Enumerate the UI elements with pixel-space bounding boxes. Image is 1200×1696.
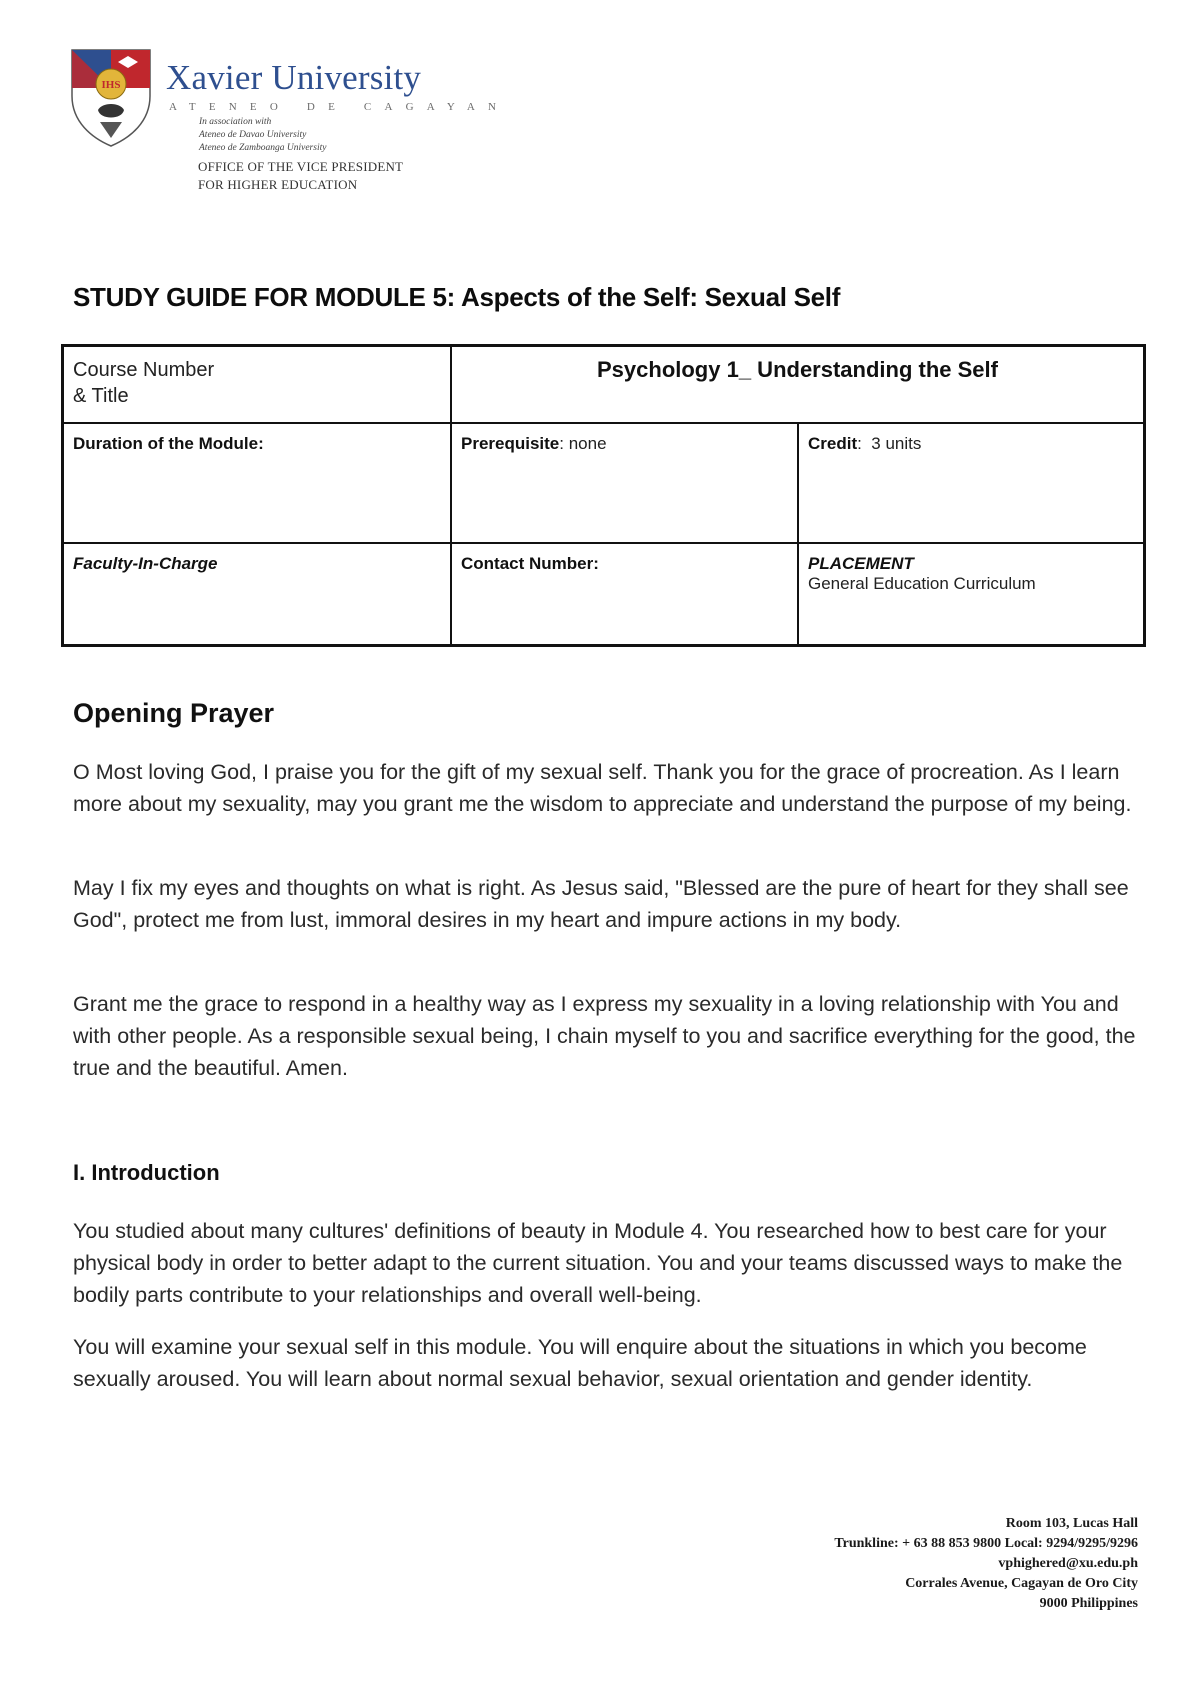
- crest-monogram: IHS: [101, 79, 121, 91]
- university-crest-icon: [70, 48, 152, 148]
- introduction-paragraph: You will examine your sexual self in this module. You will enquire about the situations in which you become sexually aroused. You will learn about normal sexual behavior, sexual orientation and gender identity.: [73, 1335, 1087, 1391]
- prerequisite-label: Prerequisite: [461, 434, 560, 453]
- table-row: [63, 423, 1145, 543]
- course-label-line: & Title: [73, 385, 129, 407]
- document-title: STUDY GUIDE FOR MODULE 5: Aspects of the Self: Sexual Self: [73, 282, 841, 312]
- placement-label: PLACEMENT: [808, 554, 914, 573]
- table-row: [63, 346, 1145, 424]
- footer-line: Room 103, Lucas Hall: [1005, 1516, 1138, 1531]
- university-subtitle: ATENEO DE CAGAYAN: [169, 101, 510, 113]
- prayer-paragraph: O Most loving God, I praise you for the gift of my sexual self. Thank you for the grace of procreation. As I learn more about my sexuality, may you grant me the wisdom to appreciate and understand the purpose of my being.: [73, 760, 1132, 816]
- introduction-paragraph: You studied about many cultures' definitions of beauty in Module 4. You researched how to best care for your physical body in order to better adapt to the current situation. You and your teams discussed ways to make the bodily parts contribute to your relationships and overall well-being.: [73, 1219, 1123, 1307]
- prerequisite-cell: [451, 423, 798, 543]
- credit-value: : 3 units: [857, 434, 922, 453]
- university-name: Xavier University: [166, 58, 422, 97]
- credit-cell: [798, 423, 1145, 543]
- prerequisite-value: : none: [559, 434, 607, 453]
- faculty-cell: [63, 543, 452, 646]
- association-line: Ateneo de Zamboanga University: [199, 143, 327, 153]
- footer-line: Trunkline: + 63 88 853 9800 Local: 9294/9295/9296: [834, 1536, 1138, 1551]
- introduction-heading: I. Introduction: [73, 1160, 220, 1185]
- course-label-line: Course Number: [73, 359, 215, 381]
- contact-cell: [451, 543, 798, 646]
- footer-line: 9000 Philippines: [1039, 1596, 1138, 1611]
- footer-address: [834, 1514, 1138, 1614]
- footer-email[interactable]: vphighered@xu.edu.ph: [998, 1556, 1138, 1571]
- footer-line: Corrales Avenue, Cagayan de Oro City: [905, 1576, 1138, 1591]
- letterhead: [70, 48, 510, 198]
- placement-value: General Education Curriculum: [808, 574, 1036, 593]
- placement-cell: [798, 543, 1145, 646]
- contact-label: Contact Number:: [461, 554, 599, 573]
- prayer-paragraph: Grant me the grace to respond in a healthy way as I express my sexuality in a loving relationship with You and with other people. As a responsible sexual being, I chain myself to you and sacrifice everything for the good, the true and the beautiful. Amen.: [73, 992, 1136, 1080]
- course-label-cell: [63, 346, 452, 424]
- association-lines: [199, 116, 326, 155]
- table-row: [63, 543, 1145, 646]
- association-line: In association with: [199, 117, 272, 127]
- course-info-table: [61, 344, 1146, 647]
- course-label: [73, 357, 441, 409]
- duration-label: Duration of the Module:: [73, 434, 264, 453]
- faculty-label: Faculty-In-Charge: [73, 554, 218, 573]
- association-line: Ateneo de Davao University: [199, 130, 307, 140]
- office-line: FOR HIGHER EDUCATION: [198, 177, 358, 192]
- duration-cell: [63, 423, 452, 543]
- prayer-paragraph: May I fix my eyes and thoughts on what is right. As Jesus said, "Blessed are the pure of heart for they shall see God", protect me from lust, immoral desires in my heart and impure actions in my body.: [73, 876, 1129, 932]
- opening-prayer-heading: Opening Prayer: [73, 698, 275, 728]
- office-name: [198, 158, 403, 194]
- office-line: OFFICE OF THE VICE PRESIDENT: [198, 159, 404, 174]
- credit-label: Credit: [808, 434, 858, 453]
- course-title: Psychology 1_ Understanding the Self: [451, 346, 1145, 424]
